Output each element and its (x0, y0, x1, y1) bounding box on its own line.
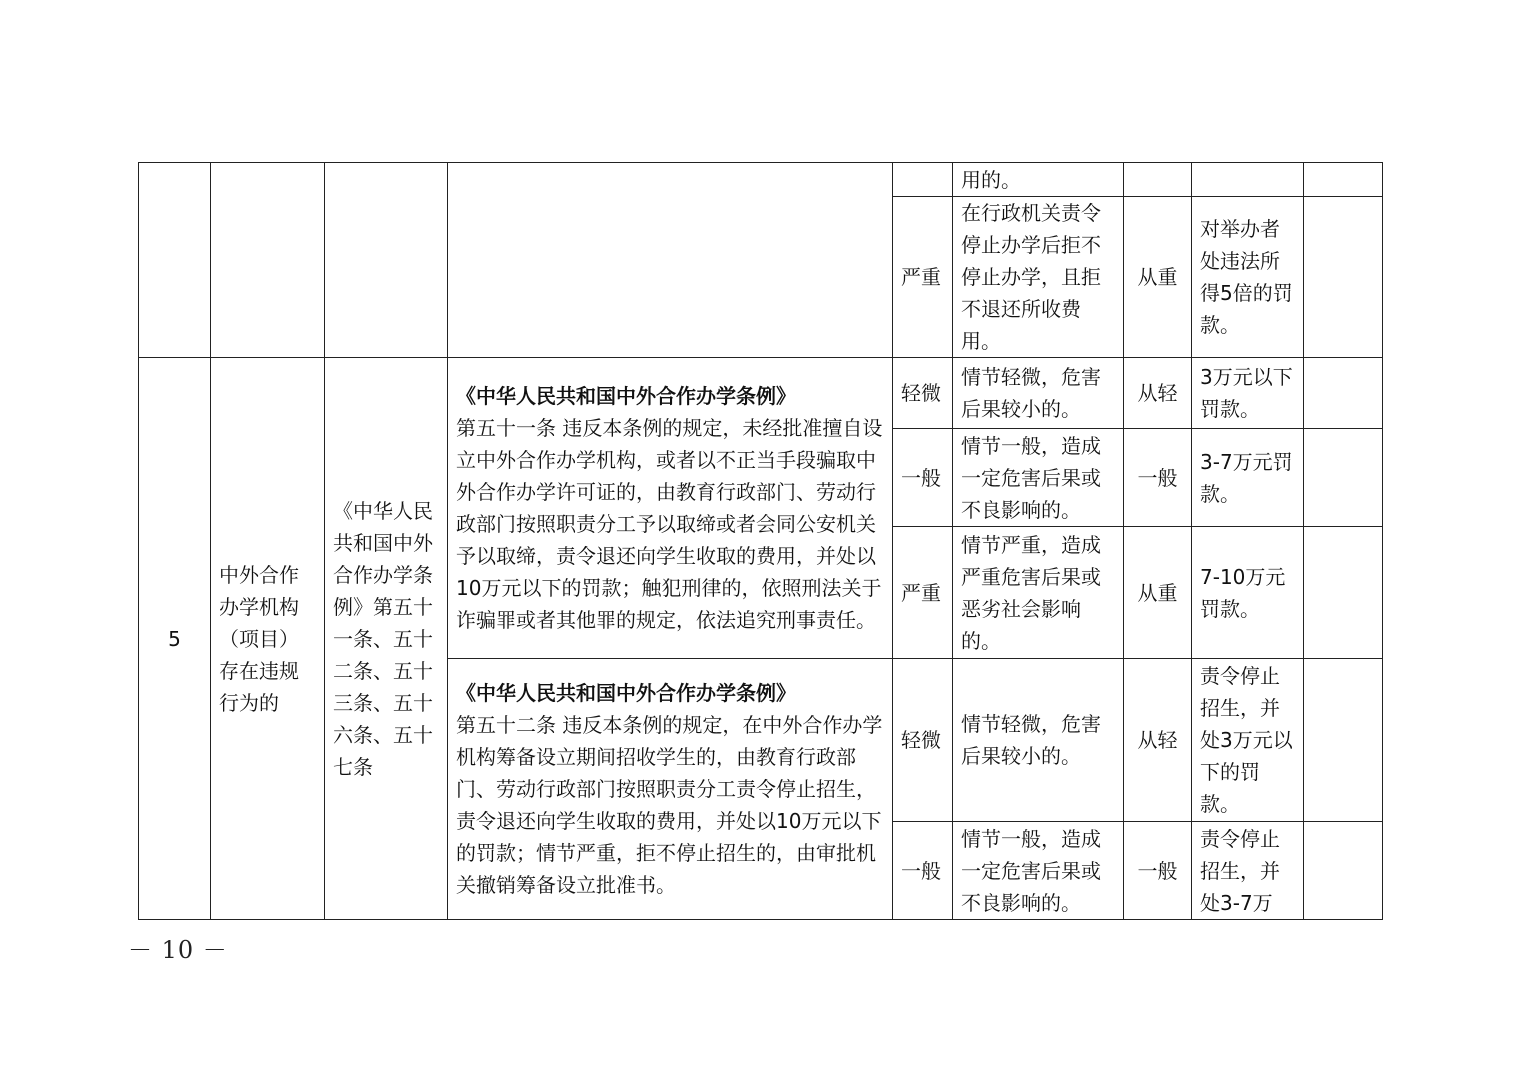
level-cell: 严重 (893, 197, 953, 358)
remark-cell (1304, 358, 1383, 429)
standard-cell: 3万元以下罚款。 (1192, 358, 1304, 429)
content-cell: 情节一般，造成一定危害后果或不良影响的。 (953, 429, 1124, 527)
table-row (139, 163, 1383, 197)
law-cell (448, 163, 893, 358)
page-number: － 10 － (128, 936, 228, 964)
discretion-cell: 从重 (1124, 527, 1192, 659)
discretion-table (138, 162, 1383, 920)
content-cell: 情节严重，造成严重危害后果或恶劣社会影响的。 (953, 527, 1124, 659)
law-title: 《中华人民共和国中外合作办学条例》 (456, 681, 796, 705)
standard-cell: 7-10万元罚款。 (1192, 527, 1304, 659)
discretion-cell (1124, 163, 1192, 197)
discretion-cell: 从轻 (1124, 659, 1192, 822)
item-basis: 《中华人民共和国中外合作办学条例》第五十一条、五十二条、五十三条、五十六条、五十七条 (325, 358, 448, 920)
content-cell: 情节轻微，危害后果较小的。 (953, 659, 1124, 822)
remark-cell (1304, 429, 1383, 527)
matter-cell (211, 163, 325, 358)
standard-cell (1192, 163, 1304, 197)
law-clause-51 (448, 358, 893, 659)
content-cell: 情节轻微，危害后果较小的。 (953, 358, 1124, 429)
level-cell: 一般 (893, 822, 953, 920)
content-cell: 在行政机关责令停止办学后拒不停止办学，且拒不退还所收费用。 (953, 197, 1124, 358)
remark-cell (1304, 163, 1383, 197)
law-text: 第五十一条 违反本条例的规定，未经批准擅自设立中外合作办学机构，或者以不正当手段骗取中外合作办学许可证的，由教育行政部门、劳动行政部门按照职责分工予以取缔或者会同公安机关予以取缔，责令退还向学生收取的费用，并处以10万元以下的罚款；触犯刑律的，依照刑法关于诈骗罪或者其他罪的规定，依法追究刑事责任。 (456, 416, 883, 632)
law-text: 第五十二条 违反本条例的规定，在中外合作办学机构筹备设立期间招收学生的，由教育行政部门、劳动行政部门按照职责分工责令停止招生，责令退还向学生收取的费用，并处以10万元以下的罚款；情节严重，拒不停止招生的，由审批机关撤销筹备设立批准书。 (456, 713, 883, 897)
content-cell: 情节一般，造成一定危害后果或不良影响的。 (953, 822, 1124, 920)
discretion-cell: 从轻 (1124, 358, 1192, 429)
discretion-cell: 从重 (1124, 197, 1192, 358)
level-cell: 轻微 (893, 358, 953, 429)
table-row (139, 358, 1383, 429)
law-clause-52 (448, 659, 893, 920)
discretion-cell: 一般 (1124, 822, 1192, 920)
standard-cell: 对举办者处违法所得5倍的罚款。 (1192, 197, 1304, 358)
remark-cell (1304, 197, 1383, 358)
remark-cell (1304, 822, 1383, 920)
standard-cell: 责令停止招生，并处3万元以下的罚款。 (1192, 659, 1304, 822)
content-cell: 用的。 (953, 163, 1124, 197)
basis-cell (325, 163, 448, 358)
number-cell (139, 163, 211, 358)
remark-cell (1304, 527, 1383, 659)
level-cell: 轻微 (893, 659, 953, 822)
standard-cell: 责令停止招生，并处3-7万 (1192, 822, 1304, 920)
law-title: 《中华人民共和国中外合作办学条例》 (456, 384, 796, 408)
standard-cell: 3-7万元罚款。 (1192, 429, 1304, 527)
item-matter: 中外合作办学机构（项目）存在违规行为的 (211, 358, 325, 920)
level-cell: 严重 (893, 527, 953, 659)
item-number: 5 (139, 358, 211, 920)
discretion-cell: 一般 (1124, 429, 1192, 527)
remark-cell (1304, 659, 1383, 822)
level-cell (893, 163, 953, 197)
level-cell: 一般 (893, 429, 953, 527)
